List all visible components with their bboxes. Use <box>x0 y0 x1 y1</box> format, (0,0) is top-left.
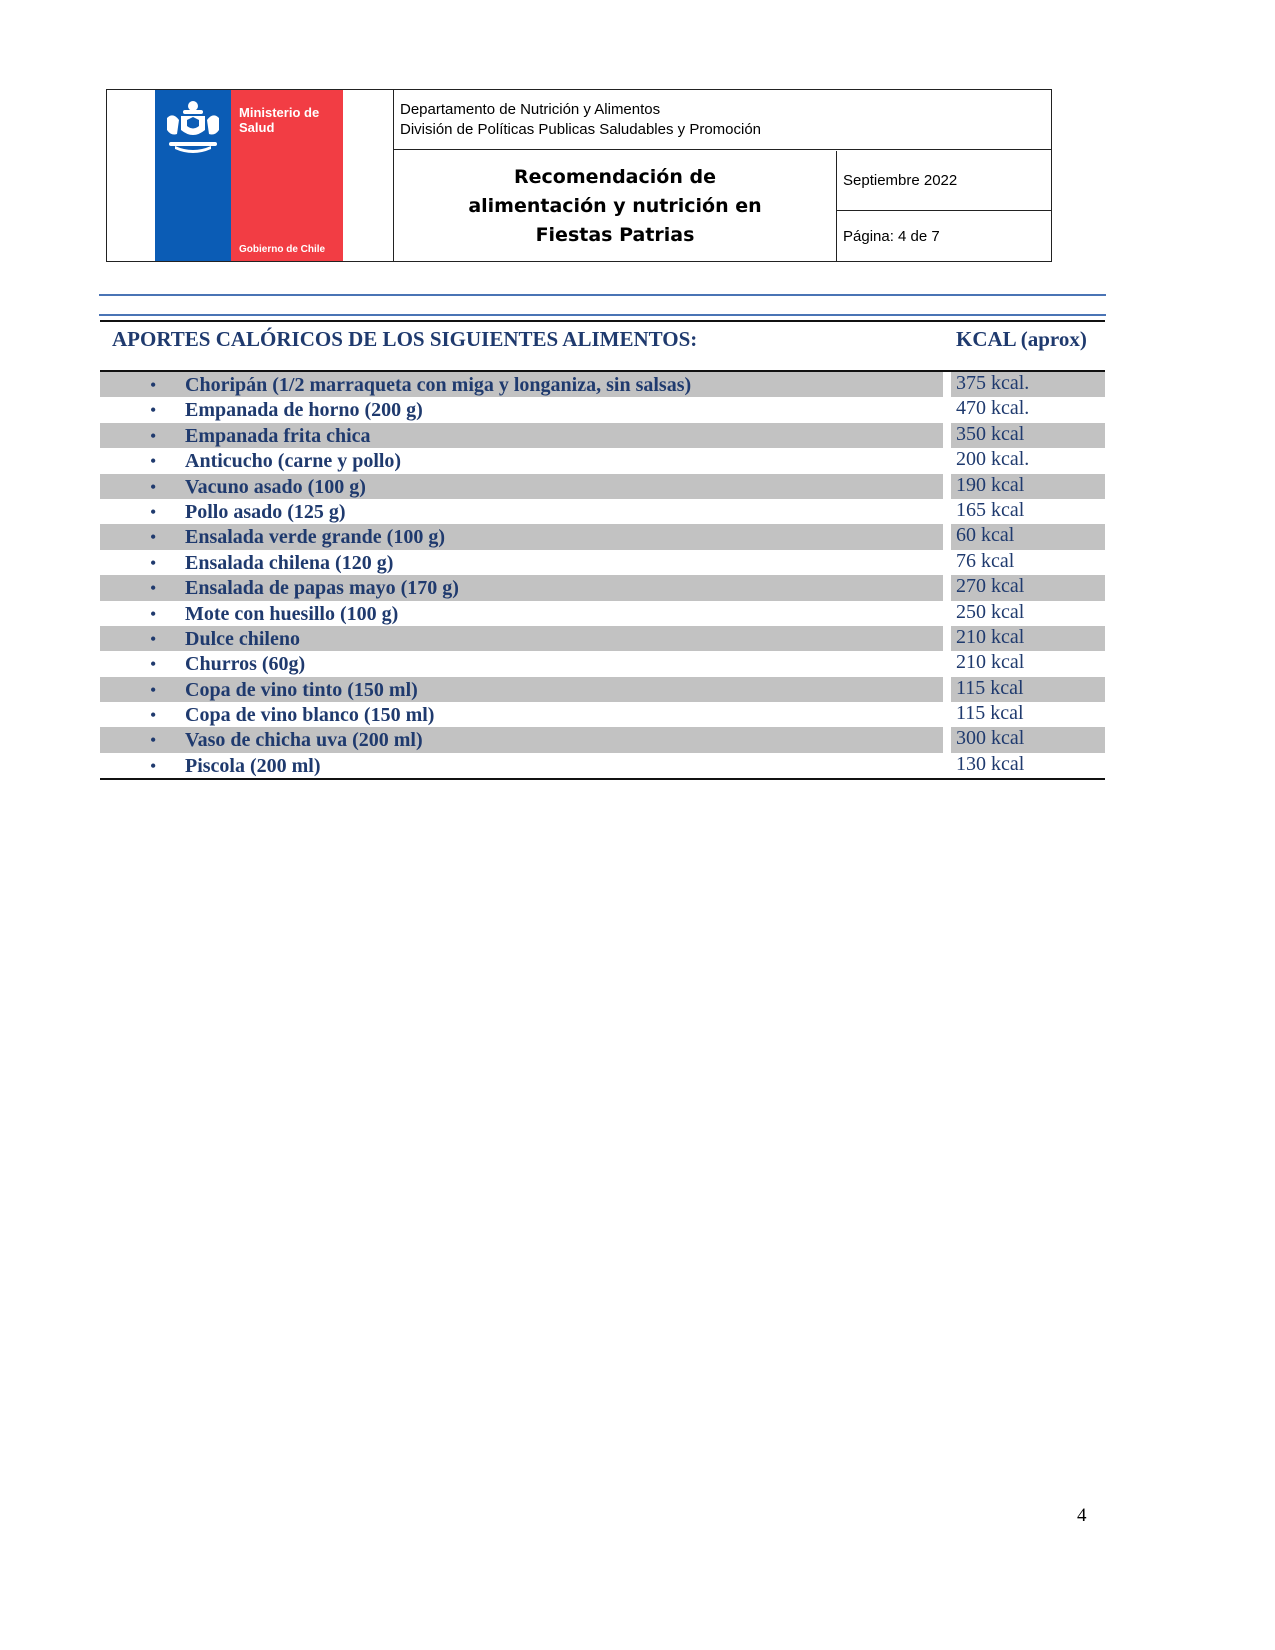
header-rule-1 <box>99 294 1106 296</box>
bullet-icon: • <box>150 603 157 624</box>
table-row <box>100 677 1105 702</box>
bullet-icon: • <box>150 628 157 649</box>
document-header <box>106 89 1052 262</box>
column-gap <box>943 677 951 702</box>
kcal-value: 270 kcal <box>956 575 1025 598</box>
food-name: Vacuno asado (100 g) <box>185 475 366 498</box>
date-cell <box>837 151 1051 211</box>
table-header <box>100 324 1105 360</box>
table-top-border <box>100 320 1105 322</box>
bullet-icon: • <box>150 425 157 446</box>
table-row <box>100 651 1105 676</box>
food-name: Empanada de horno (200 g) <box>185 399 423 422</box>
document-date: Septiembre 2022 <box>843 172 958 189</box>
food-name: Ensalada verde grande (100 g) <box>185 526 445 549</box>
kcal-value: 76 kcal <box>956 549 1015 572</box>
column-gap <box>943 601 951 626</box>
column-gap <box>943 499 951 524</box>
kcal-value: 250 kcal <box>956 600 1025 623</box>
kcal-value: 470 kcal. <box>956 397 1030 420</box>
column-gap <box>943 626 951 651</box>
bullet-icon: • <box>150 476 157 497</box>
document-title: Recomendación de alimentación y nutrición en Fiestas Patrias <box>468 165 762 246</box>
table-row <box>100 753 1105 778</box>
food-name: Piscola (200 ml) <box>185 754 321 777</box>
table-bottom-border <box>100 778 1105 780</box>
food-name: Mote con huesillo (100 g) <box>185 602 399 625</box>
food-name: Dulce chileno <box>185 627 300 650</box>
department-line-2: División de Políticas Publicas Saludables y Promoción <box>400 121 762 138</box>
bullet-icon: • <box>150 375 157 395</box>
column-gap <box>943 550 951 575</box>
page-number: 4 <box>1077 1505 1087 1526</box>
page-count-label: Página: 4 de 7 <box>843 228 940 245</box>
kcal-column-heading: KCAL (aprox) <box>956 327 1087 351</box>
bullet-icon: • <box>150 578 157 599</box>
column-gap <box>943 727 951 752</box>
food-name: Copa de vino blanco (150 ml) <box>185 704 435 727</box>
kcal-value: 200 kcal. <box>956 448 1030 471</box>
column-gap <box>943 423 951 448</box>
bullet-icon: • <box>150 527 157 548</box>
column-gap <box>943 524 951 549</box>
column-gap <box>943 397 951 422</box>
kcal-value: 190 kcal <box>956 473 1025 496</box>
kcal-value: 130 kcal <box>956 752 1025 775</box>
food-name: Choripán (1/2 marraqueta con miga y longaniza, sin salsas) <box>185 374 692 396</box>
kcal-value: 210 kcal <box>956 625 1025 648</box>
table-row <box>100 727 1105 752</box>
table-row <box>100 524 1105 549</box>
logo-cell <box>107 90 394 261</box>
table-body <box>100 372 1105 778</box>
bullet-icon: • <box>150 552 157 573</box>
department-cell <box>394 90 1051 150</box>
table-row <box>100 702 1105 727</box>
column-gap <box>943 702 951 727</box>
column-gap <box>943 575 951 600</box>
table-row <box>100 626 1105 651</box>
bullet-icon: • <box>150 705 157 726</box>
table-row <box>100 397 1105 422</box>
food-name: Empanada frita chica <box>185 424 371 447</box>
bullet-icon: • <box>150 451 157 472</box>
table-row <box>100 575 1105 600</box>
kcal-value: 115 kcal <box>956 676 1024 699</box>
page-count-cell <box>837 212 1051 261</box>
kcal-value: 375 kcal. <box>956 372 1030 394</box>
title-cell <box>394 151 837 261</box>
food-name: Pollo asado (125 g) <box>185 500 346 523</box>
kcal-value: 60 kcal <box>956 524 1015 547</box>
ministerio-de-salud-logo <box>155 90 343 261</box>
table-row <box>100 423 1105 448</box>
column-gap <box>943 651 951 676</box>
table-heading: APORTES CALÓRICOS DE LOS SIGUIENTES ALIMENTOS: <box>112 327 698 351</box>
bullet-icon: • <box>150 679 157 700</box>
food-name: Vaso de chicha uva (200 ml) <box>185 729 423 752</box>
column-gap <box>943 753 951 778</box>
table-row <box>100 601 1105 626</box>
bullet-icon: • <box>150 654 157 675</box>
table-row <box>100 448 1105 473</box>
food-name: Copa de vino tinto (150 ml) <box>185 678 418 701</box>
table-row <box>100 474 1105 499</box>
kcal-value: 115 kcal <box>956 702 1024 725</box>
bullet-icon: • <box>150 730 157 751</box>
logo-ministry-text: Ministerio de Salud <box>239 105 320 135</box>
kcal-value: 300 kcal <box>956 727 1025 750</box>
table-row <box>100 499 1105 524</box>
kcal-value: 165 kcal <box>956 498 1025 521</box>
table-row <box>100 550 1105 575</box>
department-line-1: Departamento de Nutrición y Alimentos <box>400 101 661 118</box>
bullet-icon: • <box>150 755 157 776</box>
table-row <box>100 372 1105 397</box>
column-gap <box>943 372 951 397</box>
kcal-value: 350 kcal <box>956 422 1025 445</box>
column-gap <box>943 448 951 473</box>
logo-government-text: Gobierno de Chile <box>239 244 326 255</box>
column-gap <box>943 474 951 499</box>
food-name: Churros (60g) <box>185 653 306 676</box>
coat-of-arms-icon <box>161 98 225 154</box>
kcal-value: 210 kcal <box>956 651 1025 674</box>
header-rule-2 <box>99 314 1106 316</box>
food-name: Ensalada de papas mayo (170 g) <box>185 577 459 600</box>
food-name: Anticucho (carne y pollo) <box>185 450 402 473</box>
bullet-icon: • <box>150 400 157 421</box>
food-name: Ensalada chilena (120 g) <box>185 551 394 574</box>
bullet-icon: • <box>150 501 157 522</box>
